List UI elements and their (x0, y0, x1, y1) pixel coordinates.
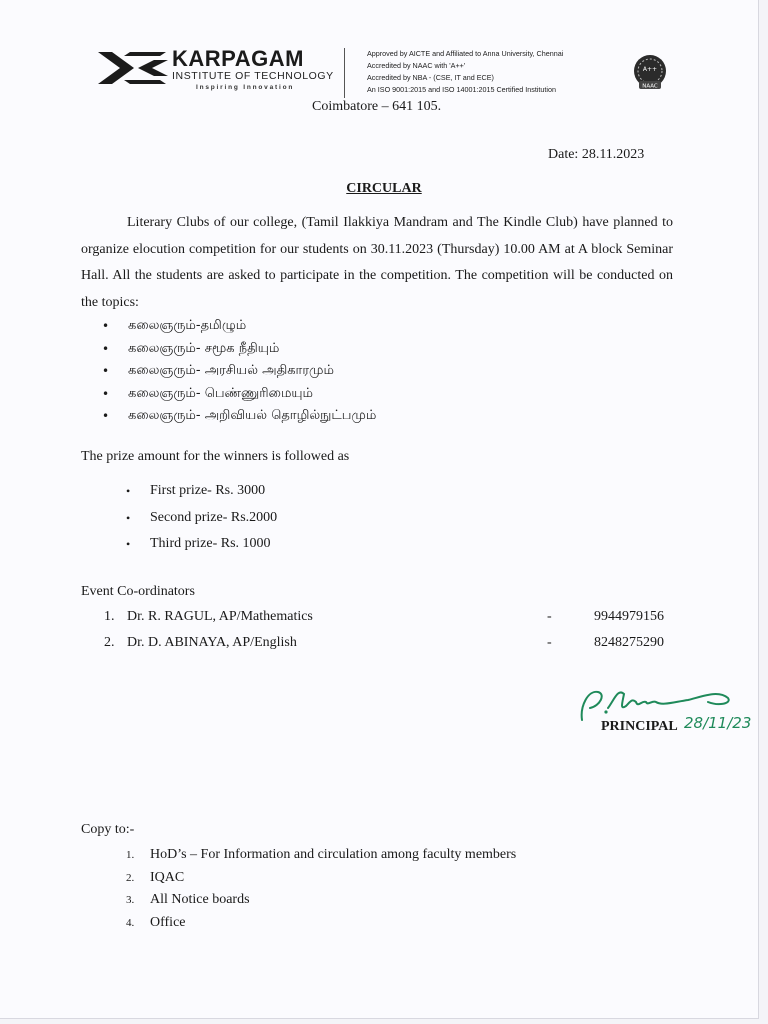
circular-title: CIRCULAR (346, 181, 422, 196)
prize-intro: The prize amount for the winners is followed as (81, 449, 350, 464)
copy-to-list (126, 845, 516, 935)
bullet-icon: • (126, 510, 131, 525)
naac-badge-icon (630, 52, 670, 92)
naac-label: NAAC (642, 83, 658, 90)
accreditation-line: An ISO 9001:2015 and ISO 14001:2015 Certified Institution (367, 85, 557, 94)
copy-to-heading: Copy to:- (81, 822, 135, 837)
accreditation-block (367, 48, 627, 96)
topic-item: • கலைஞரும்- சமூக நீதியும் (102, 338, 376, 361)
institution-city: Coimbatore – 641 105. (312, 99, 442, 114)
coordinator-name: Dr. R. RAGUL, AP/Mathematics (127, 609, 313, 624)
coordinators-heading: Event Co-ordinators (81, 584, 195, 599)
topic-list (102, 315, 376, 428)
signature-date: 28/11/23 (684, 714, 752, 732)
bullet-icon: • (102, 364, 110, 378)
principal-label: PRINCIPAL (601, 719, 678, 734)
coordinator-row: 2. Dr. D. ABINAYA, AP/English - 8248275290 (104, 635, 664, 650)
copy-to-item: 3. All Notice boards (126, 892, 250, 907)
coordinator-phone: 8248275290 (594, 635, 664, 650)
prize-item: • Third prize- Rs. 1000 (126, 533, 277, 560)
topic-item: • கலைஞரும்- பெண்ணுரிமையும் (102, 383, 376, 406)
brand-name: KARPAGAM (172, 46, 304, 71)
brand-subtitle: INSTITUTE OF TECHNOLOGY (172, 70, 334, 82)
copy-to-item: 2. IQAC (126, 869, 185, 885)
bullet-icon: • (102, 319, 110, 333)
bullet-icon: • (126, 537, 131, 551)
bullet-icon: • (102, 409, 110, 423)
bullet-icon: • (102, 386, 110, 401)
prize-item: • First prize- Rs. 3000 (126, 480, 277, 507)
brand-tagline: Inspiring Innovation (196, 84, 295, 91)
bullet-icon: • (126, 484, 131, 498)
karpagam-logo-icon (94, 50, 170, 86)
prize-item: • Second prize- Rs.2000 (126, 507, 277, 534)
copy-to-item: 4. Office (126, 914, 186, 930)
naac-grade: A++ (642, 66, 658, 73)
coordinator-name: Dr. D. ABINAYA, AP/English (127, 635, 297, 650)
accreditation-line: Approved by AICTE and Affiliated to Anna University, Chennai (367, 49, 564, 58)
topic-item: • கலைஞரும்- அரசியல் அதிகாரமும் (102, 360, 376, 383)
header-divider (344, 48, 345, 98)
coordinator-row: 1. Dr. R. RAGUL, AP/Mathematics - 9944979156 (104, 609, 664, 624)
circular-body (81, 210, 673, 316)
topic-item: • கலைஞரும்- அறிவியல் தொழில்நுட்பமும் (102, 405, 376, 428)
copy-to-item: 1. HoD’s – For Information and circulation among faculty members (126, 847, 517, 862)
bullet-icon: • (102, 341, 110, 356)
prize-list (126, 480, 277, 560)
topic-item: • கலைஞரும்-தமிழும் (102, 315, 376, 338)
body-text: Literary Clubs of our college, (Tamil Ilakkiya Mandram and The Kindle Club) have planned to organize elocution competition for our students on 30.11.2023 (Thursday) 10.00 AM at A block Seminar Hall. All the students are asked to participate in the competition. The competition will be conducted on the topics: (81, 215, 673, 310)
coordinator-phone: 9944979156 (594, 609, 664, 624)
circular-date: Date: 28.11.2023 (548, 147, 645, 162)
letterhead (92, 42, 692, 102)
accreditation-line: Accredited by NBA - (CSE, IT and ECE) (367, 73, 494, 82)
accreditation-line: Accredited by NAAC with 'A++' (367, 61, 466, 70)
